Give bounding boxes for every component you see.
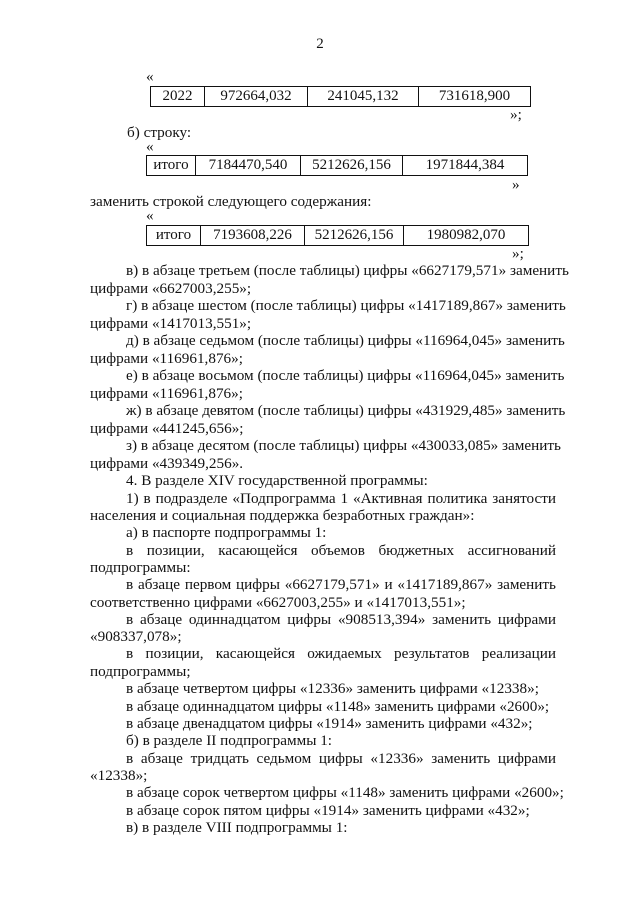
paragraph-zh-cont: цифрами «441245,656»; <box>90 420 244 437</box>
table-cell: 1980982,070 <box>404 226 529 246</box>
paragraph-b: б) строку: <box>127 124 192 141</box>
paragraph-a: а) в паспорте подпрограммы 1: <box>126 524 327 541</box>
paragraph-1-cont: населения и социальная поддержка безработных граждан»: <box>90 507 475 524</box>
page-number: 2 <box>316 36 324 52</box>
close-quote: »; <box>510 106 522 123</box>
table-cell: 731618,900 <box>419 87 531 107</box>
paragraph-g: г) в абзаце шестом (после таблицы) цифры «1417189,867» заменить <box>126 297 566 314</box>
position-results: в позиции, касающейся ожидаемых результатов реализации <box>126 645 556 662</box>
paragraph-e: е) в абзаце восьмом (после таблицы) цифры «116964,045» заменить <box>126 367 565 384</box>
paragraph-abz-11b: в абзаце одиннадцатом цифры «1148» заменить цифрами «2600»; <box>126 698 550 715</box>
table-new-total <box>146 225 529 246</box>
table-row-2022 <box>150 86 531 107</box>
paragraph-abz-12: в абзаце двенадцатом цифры «1914» заменить цифрами «432»; <box>126 715 533 732</box>
table-cell: 1971844,384 <box>403 156 528 176</box>
close-quote: » <box>512 176 520 193</box>
paragraph-b-section: б) в разделе II подпрограммы 1: <box>126 732 333 749</box>
position-results-cont: подпрограммы; <box>90 663 191 680</box>
table-cell: итого <box>147 226 201 246</box>
paragraph-abz-4: в абзаце четвертом цифры «12336» заменить цифрами «12338»; <box>126 680 539 697</box>
paragraph-1: 1) в подразделе «Подпрограмма 1 «Активная политика занятости <box>126 490 556 507</box>
paragraph-abz-1: в абзаце первом цифры «6627179,571» и «1417189,867» заменить <box>126 576 556 593</box>
paragraph-v-cont: цифрами «6627003,255»; <box>90 280 252 297</box>
section-4-heading: 4. В разделе XIV государственной программы: <box>126 472 428 489</box>
paragraph-v: в) в абзаце третьем (после таблицы) цифры «6627179,571» заменить <box>126 262 569 279</box>
paragraph-e-cont: цифрами «116961,876»; <box>90 385 243 402</box>
paragraph-abz-44: в абзаце сорок четвертом цифры «1148» заменить цифрами «2600»; <box>126 784 564 801</box>
paragraph-g-cont: цифрами «1417013,551»; <box>90 315 252 332</box>
open-quote: « <box>146 207 154 224</box>
paragraph-abz-1-cont: соответственно цифрами «6627003,255» и «1417013,551»; <box>90 594 466 611</box>
open-quote: « <box>146 68 154 85</box>
paragraph-abz-11-cont: «908337,078»; <box>90 628 182 645</box>
table-cell: 5212626,156 <box>305 226 404 246</box>
table-cell: 2022 <box>151 87 205 107</box>
replace-line: заменить строкой следующего содержания: <box>90 193 372 210</box>
paragraph-d-cont: цифрами «116961,876»; <box>90 350 243 367</box>
paragraph-z: з) в абзаце десятом (после таблицы) цифры «430033,085» заменить <box>126 437 561 454</box>
open-quote: « <box>146 138 154 155</box>
paragraph-abz-11: в абзаце одиннадцатом цифры «908513,394» заменить цифрами <box>126 611 556 628</box>
paragraph-z-cont: цифрами «439349,256». <box>90 455 244 472</box>
paragraph-d: д) в абзаце седьмом (после таблицы) цифры «116964,045» заменить <box>126 332 565 349</box>
paragraph-v-section-8: в) в разделе VIII подпрограммы 1: <box>126 819 348 836</box>
close-quote: »; <box>512 245 524 262</box>
table-cell: 5212626,156 <box>301 156 403 176</box>
position-budget: в позиции, касающейся объемов бюджетных ассигнований <box>126 542 556 559</box>
paragraph-abz-37: в абзаце тридцать седьмом цифры «12336» заменить цифрами <box>126 750 556 767</box>
table-old-total <box>146 155 528 176</box>
table-cell: 241045,132 <box>308 87 419 107</box>
table-cell: 972664,032 <box>205 87 308 107</box>
paragraph-abz-37-cont: «12338»; <box>90 767 148 784</box>
table-cell: итого <box>147 156 196 176</box>
table-cell: 7193608,226 <box>201 226 305 246</box>
paragraph-zh: ж) в абзаце девятом (после таблицы) цифры «431929,485» заменить <box>126 402 566 419</box>
paragraph-abz-45: в абзаце сорок пятом цифры «1914» заменить цифрами «432»; <box>126 802 530 819</box>
position-budget-cont: подпрограммы: <box>90 559 191 576</box>
table-cell: 7184470,540 <box>196 156 301 176</box>
